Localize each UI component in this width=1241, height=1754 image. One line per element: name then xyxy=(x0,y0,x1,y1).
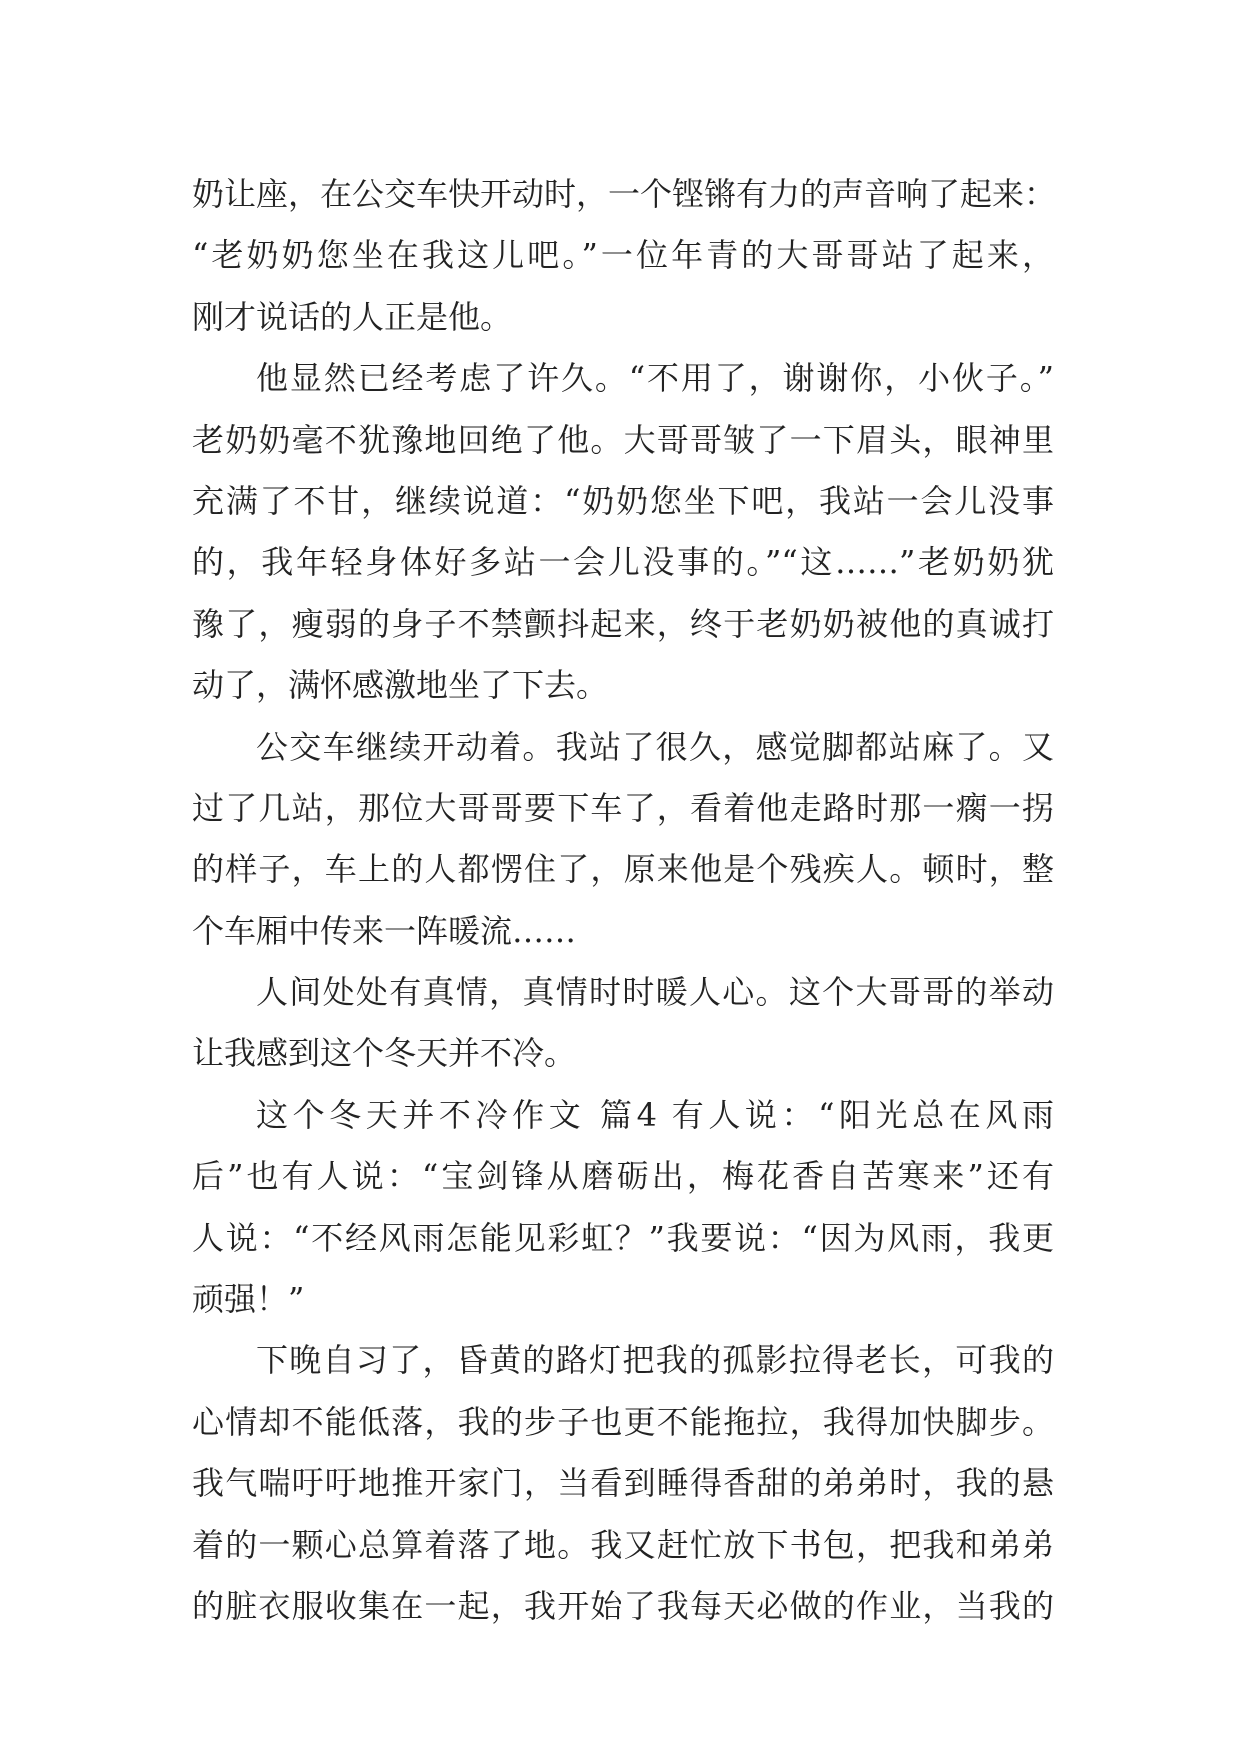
text-line: 豫了，瘦弱的身子不禁颤抖起来，终于老奶奶被他的真诚打 xyxy=(192,604,1054,643)
text-line: 人说：“不经风雨怎能见彩虹？”我要说：“因为风雨，我更 xyxy=(192,1218,1054,1257)
text-line: 的脏衣服收集在一起，我开始了我每天必做的作业，当我的 xyxy=(192,1586,1054,1625)
text-line: 后”也有人说：“宝剑锋从磨砺出，梅花香自苦寒来”还有 xyxy=(192,1157,1054,1196)
text-line: “老奶奶您坐在我这儿吧。”一位年青的大哥哥站了起来， xyxy=(192,236,1054,275)
text-line: 刚才说话的人正是他。 xyxy=(192,297,513,336)
text-line: 下晚自习了，昏黄的路灯把我的孤影拉得老长，可我的 xyxy=(256,1341,1054,1380)
text-line: 的，我年轻身体好多站一会儿没事的。”“这……”老奶奶犹 xyxy=(192,543,1054,582)
text-line: 动了，满怀感激地坐了下去。 xyxy=(192,666,609,705)
text-line: 老奶奶毫不犹豫地回绝了他。大哥哥皱了一下眉头，眼神里 xyxy=(192,420,1054,459)
text-line: 公交车继续开动着。我站了很久，感觉脚都站麻了。又 xyxy=(256,727,1054,766)
text-line: 着的一颗心总算着落了地。我又赶忙放下书包，把我和弟弟 xyxy=(192,1525,1054,1564)
body-text xyxy=(192,164,1057,1637)
text-line: 奶让座，在公交车快开动时，一个铿锵有力的声音响了起来： xyxy=(192,175,1057,213)
text-line: 充满了不甘，继续说道：“奶奶您坐下吧，我站一会儿没事 xyxy=(192,481,1054,520)
text-line: 让我感到这个冬天并不冷。 xyxy=(192,1034,577,1073)
text-line: 过了几站，那位大哥哥要下车了，看着他走路时那一瘸一拐 xyxy=(192,788,1054,827)
text-line: 心情却不能低落，我的步子也更不能拖拉，我得加快脚步。 xyxy=(192,1402,1054,1441)
text-line: 他显然已经考虑了许久。“不用了，谢谢你，小伙子。” xyxy=(256,359,1054,398)
text-line: 人间处处有真情，真情时时暖人心。这个大哥哥的举动 xyxy=(256,973,1054,1012)
text-line: 这个冬天并不冷作文 篇4 有人说：“阳光总在风雨 xyxy=(256,1095,1054,1134)
text-line: 个车厢中传来一阵暖流…… xyxy=(192,911,577,950)
text-line: 的样子，车上的人都愣住了，原来他是个残疾人。顿时，整 xyxy=(192,850,1054,889)
text-line: 我气喘吁吁地推开家门，当看到睡得香甜的弟弟时，我的悬 xyxy=(192,1464,1054,1503)
text-line: 顽强！” xyxy=(192,1280,305,1319)
